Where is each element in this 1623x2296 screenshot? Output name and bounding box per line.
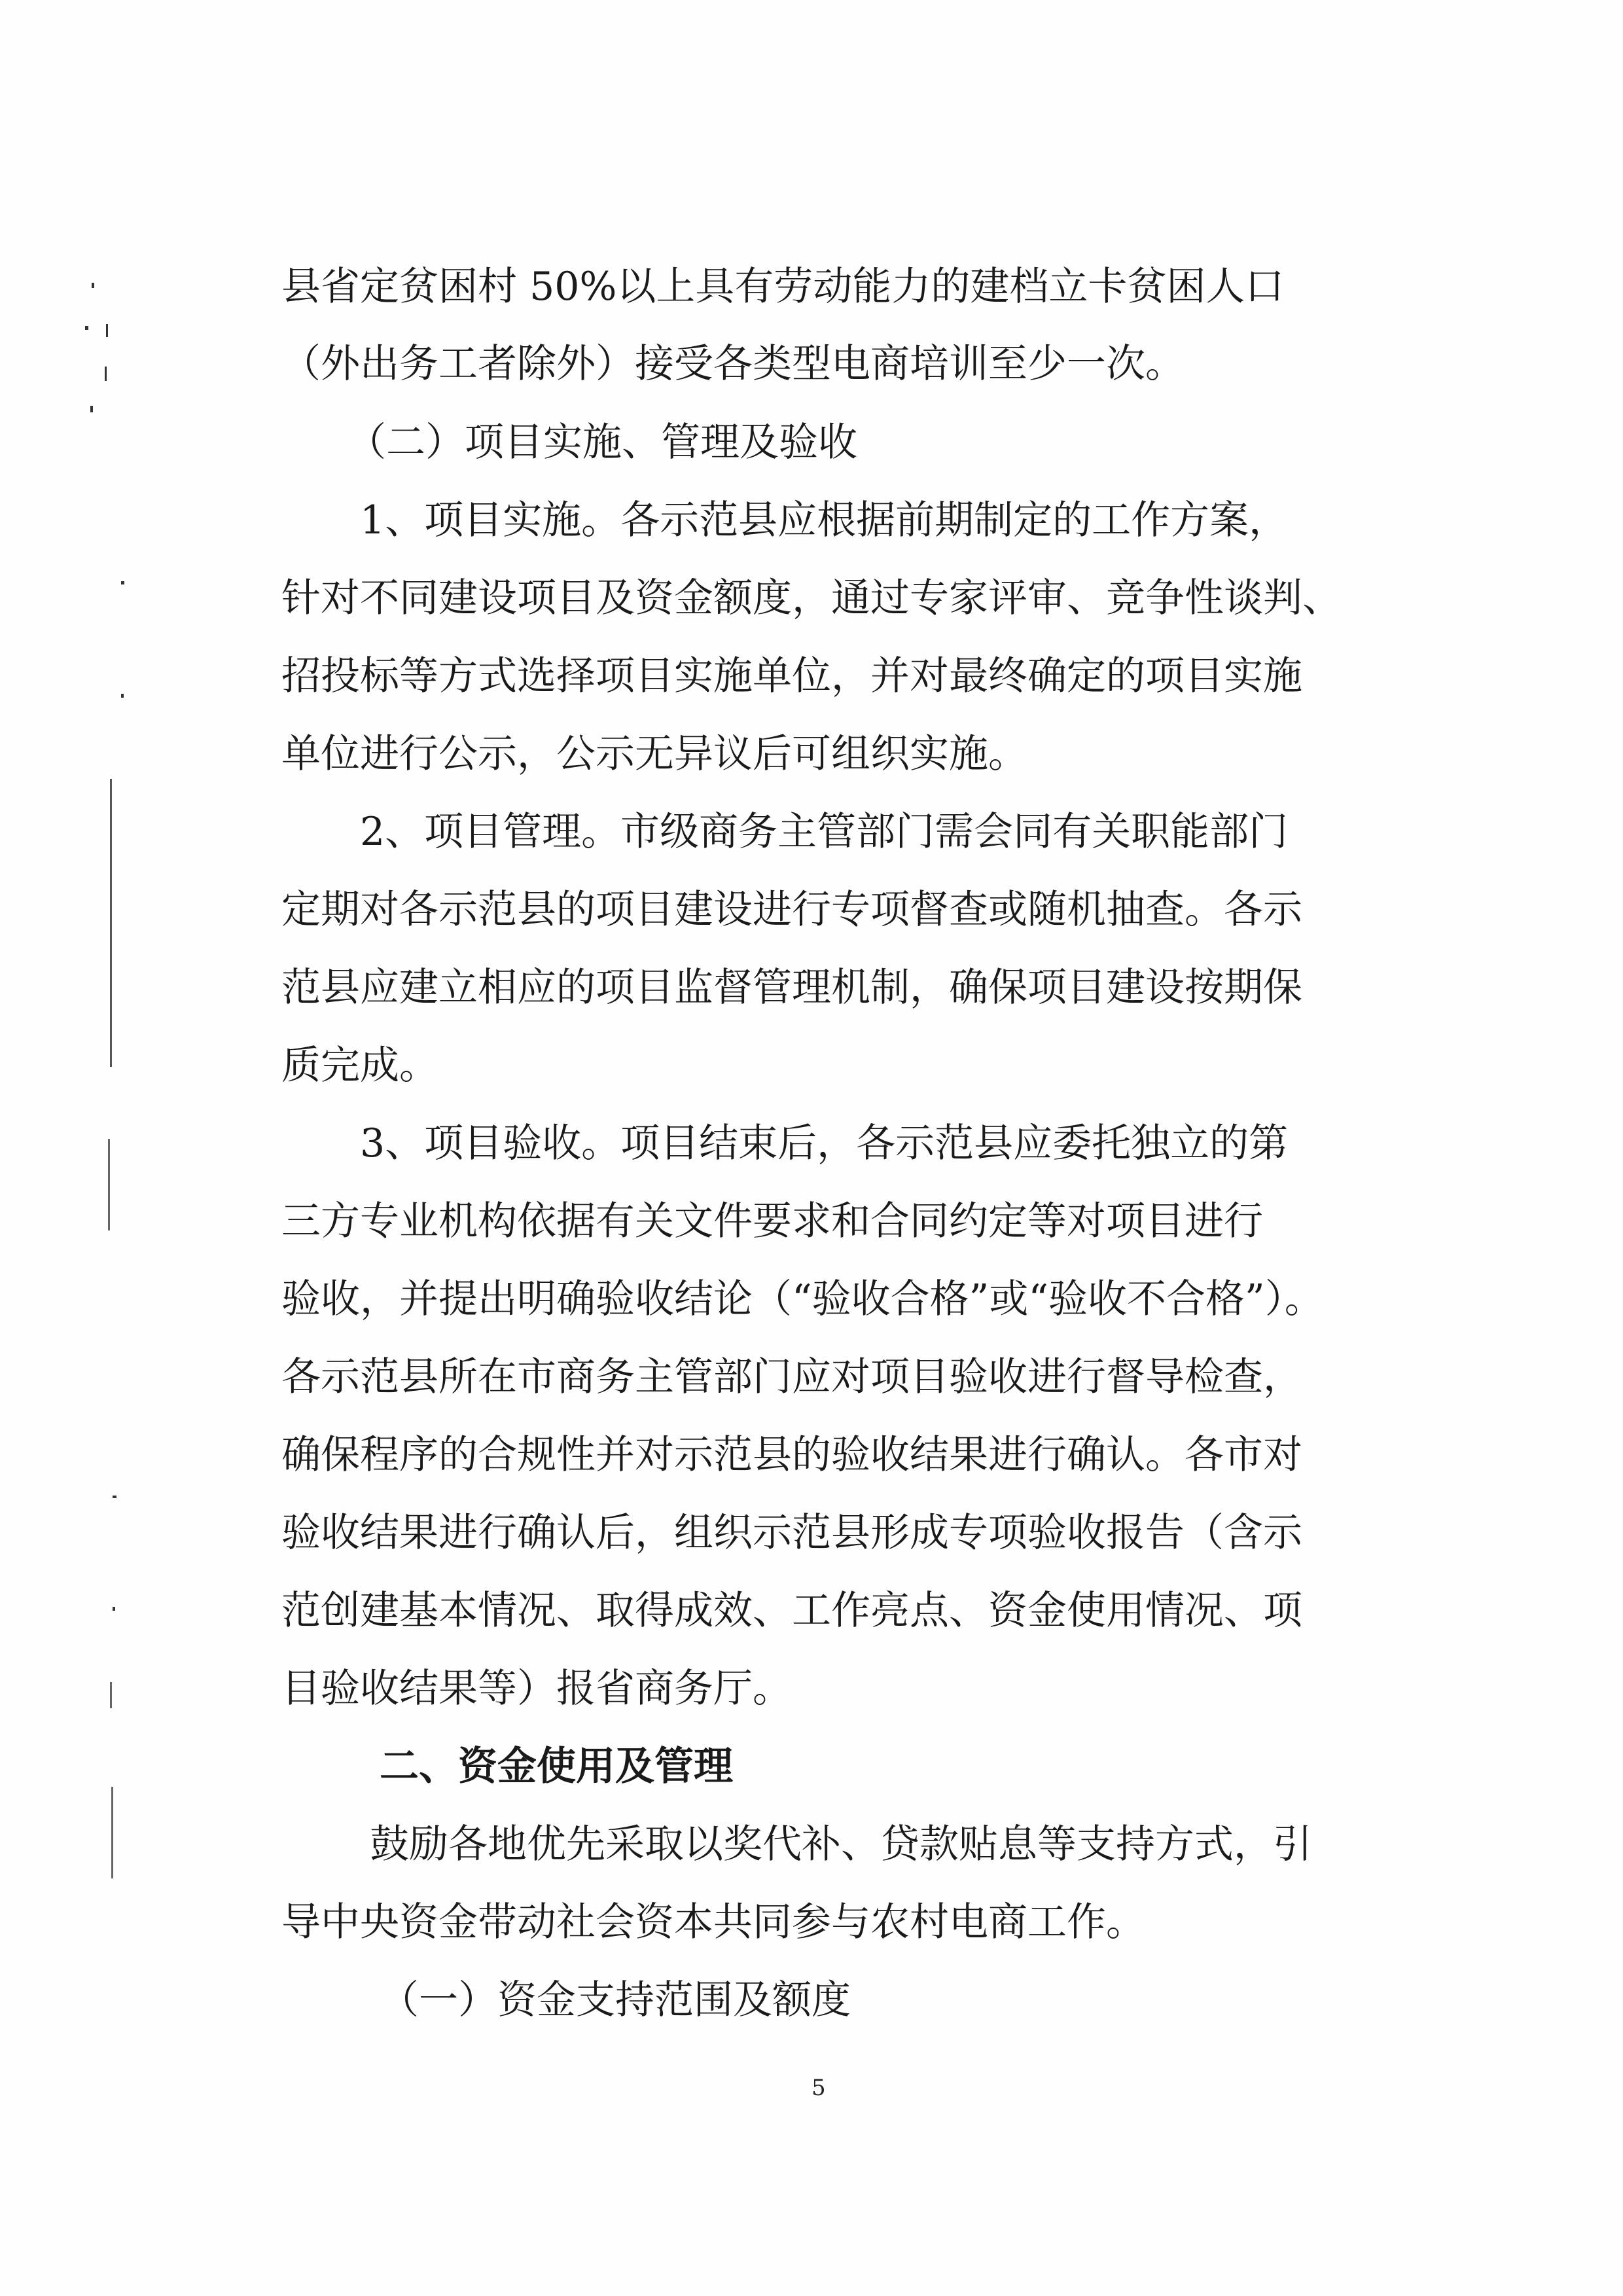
body-line-15: 各示范县所在市商务主管部门应对项目验收进行督导检查， (281, 1354, 1302, 1400)
section-heading-fund-management: 二、资金使用及管理 (380, 1744, 733, 1789)
item-heading-implementation: 1、项目实施。各示范县应根据前期制定的工作方案， (360, 497, 1289, 543)
item-heading-management: 2、项目管理。市级商务主管部门需会同有关职能部门 (360, 809, 1289, 855)
body-line-6: 招投标等方式选择项目实施单位，并对最终确定的项目实施 (281, 653, 1302, 699)
body-line-21: 鼓励各地优先采取以奖代补、贷款贴息等支持方式，引 (370, 1821, 1312, 1867)
scan-mark (108, 1139, 110, 1230)
body-line-1: 县省定贫困村 50%以上具有劳动能力的建档立卡贫困人口 (281, 264, 1285, 310)
section-heading-project-implementation: （二）项目实施、管理及验收 (347, 420, 857, 465)
scan-mark (92, 283, 94, 288)
scan-mark (110, 779, 112, 1067)
page-number: 5 (812, 2075, 826, 2101)
scan-mark (110, 1682, 112, 1708)
body-line-19: 目验收结果等）报省商务厅。 (281, 1666, 792, 1712)
scan-mark (105, 367, 107, 381)
scan-mark (121, 581, 124, 584)
scan-mark (111, 1787, 113, 1878)
body-line-11: 质完成。 (281, 1043, 438, 1088)
body-line-5: 针对不同建设项目及资金额度，通过专家评审、竞争性谈判、 (281, 575, 1342, 621)
item-heading-acceptance: 3、项目验收。项目结束后，各示范县应委托独立的第 (360, 1121, 1289, 1166)
body-line-14: 验收，并提出明确验收结论（“验收合格”或“验收不合格”）。 (281, 1276, 1324, 1322)
scan-mark (85, 326, 88, 330)
body-line-16: 确保程序的合规性并对示范县的验收结果进行确认。各市对 (281, 1432, 1302, 1478)
body-line-7: 单位进行公示，公示无异议后可组织实施。 (281, 731, 1027, 777)
body-line-13: 三方专业机构依据有关文件要求和合同约定等对项目进行 (281, 1198, 1263, 1244)
body-line-22: 导中央资金带动社会资本共同参与农村电商工作。 (281, 1899, 1145, 1945)
body-line-9: 定期对各示范县的项目建设进行专项督查或随机抽查。各示 (281, 887, 1302, 933)
scan-mark (113, 1496, 116, 1498)
body-line-2: （外出务工者除外）接受各类型电商培训至少一次。 (281, 341, 1185, 387)
body-line-18: 范创建基本情况、取得成效、工作亮点、资金使用情况、项 (281, 1588, 1302, 1634)
scan-mark (113, 1607, 115, 1611)
body-line-17: 验收结果进行确认后，组织示范县形成专项验收报告（含示 (281, 1510, 1302, 1556)
subsection-heading-fund-scope: （一）资金支持范围及额度 (380, 1977, 851, 2023)
body-line-10: 范县应建立相应的项目监督管理机制，确保项目建设按期保 (281, 965, 1302, 1011)
scan-mark (90, 406, 93, 412)
scan-mark (106, 324, 108, 337)
scan-mark (121, 694, 124, 698)
